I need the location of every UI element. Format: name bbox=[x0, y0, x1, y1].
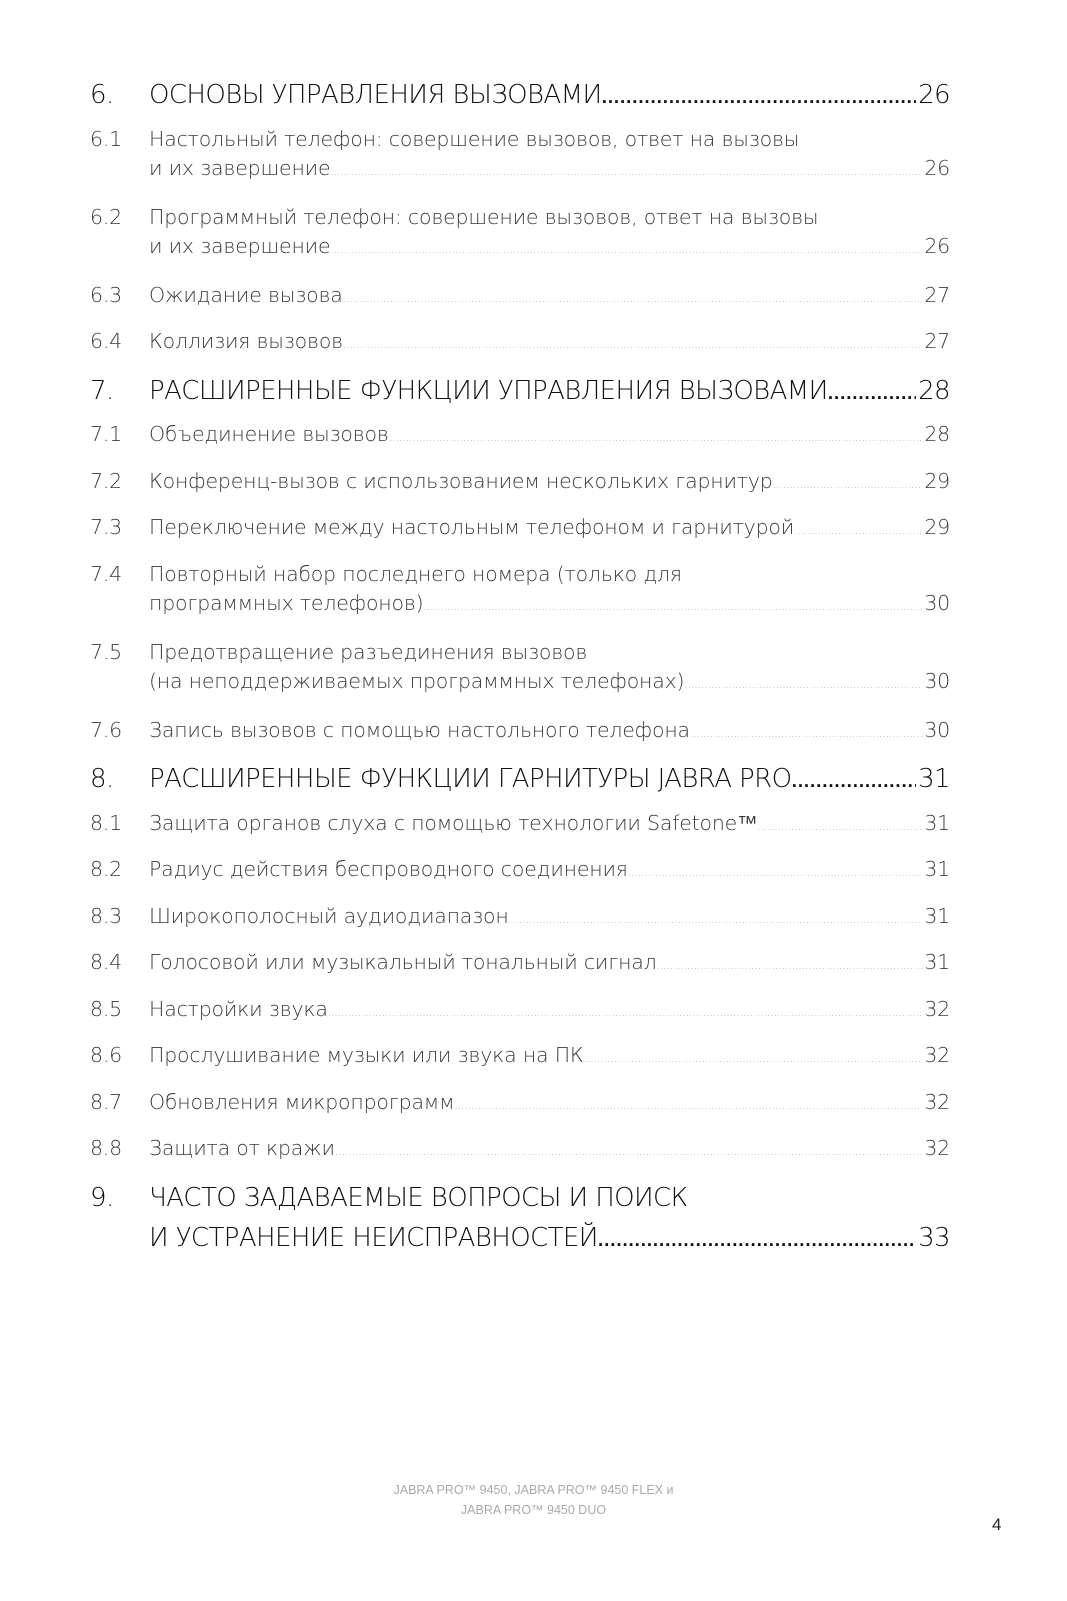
toc-entry-title: Запись вызовов с помощью настольного телефона bbox=[149, 717, 690, 742]
toc-entry-number: 6.1 bbox=[90, 126, 123, 151]
toc-chapter[interactable] bbox=[90, 1183, 950, 1263]
dot-leader bbox=[684, 680, 922, 691]
toc-page-number: 30 bbox=[924, 668, 950, 693]
toc-page-number: 33 bbox=[918, 1222, 950, 1253]
toc-entry-number: 6.3 bbox=[90, 282, 123, 307]
toc-page-number: 31 bbox=[924, 903, 950, 928]
toc-page-number: 31 bbox=[924, 857, 950, 881]
dot-leader bbox=[757, 822, 922, 833]
toc-page-number: 32 bbox=[924, 1043, 950, 1067]
toc-entry-number: 8.6 bbox=[90, 1043, 123, 1067]
toc-entry-number: 6. bbox=[90, 80, 114, 110]
toc-section[interactable] bbox=[90, 904, 950, 951]
toc-page-number: 27 bbox=[924, 329, 950, 353]
footer bbox=[0, 1480, 1067, 1520]
toc-entry-title: Повторный набор последнего номера (только для bbox=[149, 561, 682, 586]
toc-entry-number: 8.2 bbox=[90, 857, 123, 881]
footer-line-2: JABRA PRO™ 9450 DUO bbox=[460, 1503, 607, 1517]
toc-entry-number: 7.1 bbox=[90, 422, 123, 446]
toc-entry-title: Широкополосный аудиодиапазон bbox=[149, 903, 509, 928]
dot-leader bbox=[335, 1147, 922, 1158]
toc-section[interactable] bbox=[90, 515, 950, 562]
toc-chapter[interactable] bbox=[90, 764, 950, 811]
table-of-contents bbox=[90, 80, 950, 1263]
toc-entry-title: Конференц-вызов с использованием нескольких гарнитур bbox=[149, 468, 773, 493]
toc-page-number: 32 bbox=[924, 1136, 950, 1160]
toc-entry-title: ОСНОВЫ УПРАВЛЕНИЯ ВЫЗОВАМИ bbox=[149, 80, 602, 110]
dot-leader bbox=[794, 526, 922, 537]
toc-page-number: 26 bbox=[918, 80, 950, 110]
toc-entry-title: и их завершение bbox=[149, 233, 331, 258]
toc-page-number: 30 bbox=[924, 717, 950, 742]
toc-entry-title: Обновления микропрограмм bbox=[149, 1089, 455, 1114]
toc-page-number: 32 bbox=[924, 1089, 950, 1114]
dot-leader bbox=[601, 89, 916, 107]
toc-entry-title: и их завершение bbox=[149, 155, 331, 180]
toc-entry-title: Предотвращение разъединения вызовов bbox=[149, 639, 588, 664]
toc-section[interactable] bbox=[90, 811, 950, 858]
dot-leader bbox=[657, 961, 923, 972]
dot-leader bbox=[389, 433, 923, 444]
toc-entry-number: 8. bbox=[90, 764, 114, 794]
dot-leader bbox=[773, 480, 923, 491]
toc-entry-number: 9. bbox=[90, 1182, 114, 1213]
dot-leader bbox=[423, 602, 922, 613]
toc-entry-title: Прослушивание музыки или звука на ПК bbox=[149, 1043, 584, 1067]
toc-entry-title: Ожидание вызова bbox=[149, 282, 343, 307]
toc-section[interactable] bbox=[90, 1043, 950, 1090]
toc-entry-number: 8.3 bbox=[90, 903, 123, 928]
toc-section[interactable] bbox=[90, 562, 950, 640]
toc-entry-number: 8.5 bbox=[90, 996, 123, 1021]
toc-entry-title: Объединение вызовов bbox=[149, 422, 389, 446]
toc-entry-title: программных телефонов) bbox=[149, 590, 424, 615]
toc-entry-title: Защита органов слуха с помощью технологии Safetone™ bbox=[149, 810, 758, 835]
toc-entry-title: Голосовой или музыкальный тональный сигнал bbox=[149, 950, 657, 974]
toc-entry-title: Коллизия вызовов bbox=[149, 329, 343, 353]
dot-leader bbox=[509, 915, 923, 926]
toc-entry-title: Радиус действия беспроводного соединения bbox=[149, 857, 628, 881]
toc-entry-number: 7.3 bbox=[90, 515, 123, 539]
dot-leader bbox=[330, 245, 922, 256]
toc-section[interactable] bbox=[90, 422, 950, 469]
toc-chapter[interactable] bbox=[90, 376, 950, 423]
toc-page-number: 27 bbox=[924, 282, 950, 307]
dot-leader bbox=[330, 167, 922, 178]
toc-entry-title: (на неподдерживаемых программных телефонах) bbox=[149, 668, 685, 693]
toc-section[interactable] bbox=[90, 640, 950, 718]
toc-section[interactable] bbox=[90, 329, 950, 376]
toc-section[interactable] bbox=[90, 469, 950, 516]
toc-entry-title: РАСШИРЕННЫЕ ФУНКЦИИ УПРАВЛЕНИЯ ВЫЗОВАМИ bbox=[149, 375, 828, 406]
toc-entry-number: 8.4 bbox=[90, 950, 123, 974]
page-number: 4 bbox=[992, 1515, 1002, 1534]
dot-leader bbox=[828, 385, 916, 403]
toc-entry-number: 7.2 bbox=[90, 468, 123, 493]
toc-entry-number: 8.7 bbox=[90, 1089, 123, 1114]
toc-entry-number: 6.4 bbox=[90, 329, 123, 353]
toc-section[interactable] bbox=[90, 205, 950, 283]
toc-page-number: 28 bbox=[924, 422, 950, 446]
toc-entry-number: 8.1 bbox=[90, 810, 123, 835]
toc-page-number: 28 bbox=[918, 375, 950, 406]
toc-page-number: 26 bbox=[924, 233, 950, 258]
toc-page-number: 26 bbox=[924, 155, 950, 180]
toc-entry-number: 7. bbox=[90, 375, 114, 406]
toc-entry-title: Настольный телефон: совершение вызовов, ответ на вызовы bbox=[149, 126, 800, 151]
toc-section[interactable] bbox=[90, 997, 950, 1044]
toc-page-number: 31 bbox=[924, 810, 950, 835]
toc-page-number: 29 bbox=[924, 468, 950, 493]
toc-entry-title: Программный телефон: совершение вызовов, ответ на вызовы bbox=[149, 204, 819, 229]
toc-page-number: 32 bbox=[924, 996, 950, 1021]
toc-entry-number: 7.5 bbox=[90, 639, 123, 664]
toc-page-number: 30 bbox=[924, 590, 950, 615]
footer-line-1: JABRA PRO™ 9450, JABRA PRO™ 9450 FLEX и bbox=[393, 1483, 674, 1497]
toc-section[interactable] bbox=[90, 127, 950, 205]
toc-entry-number: 8.8 bbox=[90, 1136, 123, 1160]
toc-entry-title: Настройки звука bbox=[149, 996, 328, 1021]
toc-entry-number: 7.6 bbox=[90, 717, 123, 742]
toc-entry-title: ЧАСТО ЗАДАВАЕМЫЕ ВОПРОСЫ И ПОИСК bbox=[149, 1182, 688, 1213]
toc-entry-title: Защита от кражи bbox=[149, 1136, 335, 1160]
toc-entry-number: 6.2 bbox=[90, 204, 123, 229]
toc-page-number: 29 bbox=[924, 515, 950, 539]
toc-page-number: 31 bbox=[924, 950, 950, 974]
toc-section[interactable] bbox=[90, 1136, 950, 1183]
dot-leader bbox=[343, 294, 923, 305]
dot-leader bbox=[791, 773, 916, 791]
toc-entry-title: И УСТРАНЕНИЕ НЕИСПРАВНОСТЕЙ bbox=[149, 1222, 598, 1253]
dot-leader bbox=[328, 1008, 923, 1019]
toc-entry-title: РАСШИРЕННЫЕ ФУНКЦИИ ГАРНИТУРЫ JABRA PRO bbox=[149, 764, 792, 794]
toc-entry-number: 7.4 bbox=[90, 561, 123, 586]
toc-section[interactable] bbox=[90, 857, 950, 904]
toc-section[interactable] bbox=[90, 1090, 950, 1137]
dot-leader bbox=[598, 1232, 916, 1250]
dot-leader bbox=[584, 1054, 923, 1065]
toc-chapter[interactable] bbox=[90, 80, 950, 127]
toc-page-number: 31 bbox=[918, 764, 950, 794]
dot-leader bbox=[690, 729, 922, 740]
dot-leader bbox=[454, 1101, 922, 1112]
toc-section[interactable] bbox=[90, 283, 950, 330]
toc-entry-title: Переключение между настольным телефоном и гарнитурой bbox=[149, 515, 795, 539]
dot-leader bbox=[628, 868, 923, 879]
toc-section[interactable] bbox=[90, 718, 950, 765]
dot-leader bbox=[343, 340, 922, 351]
toc-section[interactable] bbox=[90, 950, 950, 997]
